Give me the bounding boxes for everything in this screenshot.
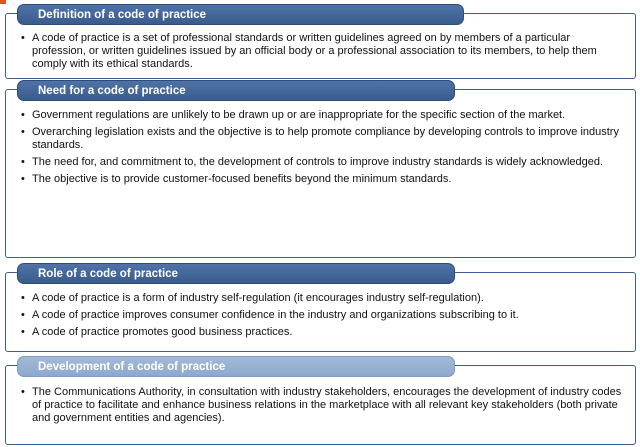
section-definition <box>5 4 636 79</box>
bullet-list <box>5 386 636 429</box>
section-title: Definition of a code of practice <box>17 4 464 25</box>
section-development <box>5 356 636 445</box>
list-item: • The need for, and commitment to, the development of controls to improve industry standards is widely acknowledged. <box>32 156 622 169</box>
section-title: Need for a code of practice <box>17 80 455 101</box>
section-role <box>5 263 636 352</box>
list-item: • Overarching legislation exists and the objective is to help promote compliance by developing controls to improve industry standards. <box>32 126 622 152</box>
list-item: • Government regulations are unlikely to be drawn up or are inappropriate for the specific section of the market. <box>32 109 622 122</box>
list-item: • A code of practice is a form of industry self-regulation (it encourages industry self-regulation). <box>32 292 622 305</box>
bullet-list <box>5 292 636 343</box>
bullet-list <box>5 109 636 190</box>
list-item: • A code of practice improves consumer confidence in the industry and organizations subscribing to it. <box>32 309 622 322</box>
section-title: Role of a code of practice <box>17 263 455 284</box>
bullet-list <box>5 32 636 75</box>
list-item: • The Communications Authority, in consultation with industry stakeholders, encourages the development of industry codes of practice to facilitate and enhance business relations in the marketplace with all relevant key stakeholders (both private and government entities and agencies). <box>32 386 622 425</box>
list-item: • A code of practice promotes good business practices. <box>32 326 622 339</box>
section-title: Development of a code of practice <box>17 356 455 377</box>
list-item: • A code of practice is a set of professional standards or written guidelines agreed on by members of a particular profession, or written guidelines issued by an official body or a professional association to its members, to help them comply with its ethical standards. <box>32 32 622 71</box>
list-item: • The objective is to provide customer-focused benefits beyond the minimum standards. <box>32 173 622 186</box>
section-need <box>5 80 636 258</box>
